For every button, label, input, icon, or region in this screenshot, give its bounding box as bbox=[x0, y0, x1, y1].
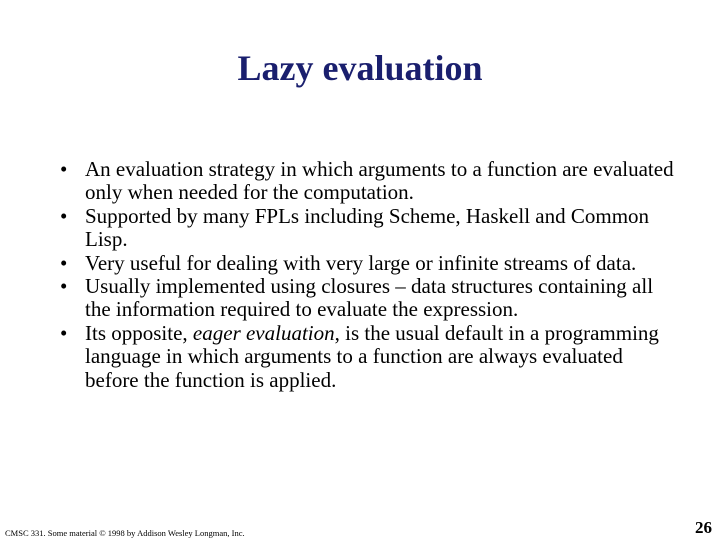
bullet-item bbox=[60, 322, 680, 392]
bullet-marker: • bbox=[60, 203, 68, 228]
slide-title: Lazy evaluation bbox=[237, 48, 483, 88]
bullet-text-rest: , is the usual default in a programming language in which arguments to a function are always evaluated before the function is applied. bbox=[85, 320, 659, 392]
bullet-text: Supported by many FPLs including Scheme, Haskell and Common Lisp. bbox=[85, 203, 650, 252]
bullet-marker: • bbox=[60, 157, 68, 181]
bullet-item bbox=[60, 275, 680, 322]
bullet-list bbox=[60, 158, 680, 392]
bullet-marker: • bbox=[60, 320, 68, 345]
bullet-marker: • bbox=[60, 274, 68, 299]
page-number: 26 bbox=[695, 518, 712, 537]
bullet-emphasis: eager evaluation bbox=[192, 320, 335, 345]
bullet-marker: • bbox=[60, 250, 68, 275]
bullet-item bbox=[60, 158, 680, 205]
bullet-text: Usually implemented using closures – data structures containing all the information required to evaluate the expression. bbox=[85, 274, 654, 322]
bullet-text: Very useful for dealing with very large or infinite streams of data. bbox=[85, 250, 637, 275]
bullet-text: An evaluation strategy in which arguments to a function are evaluated only when needed for the computation. bbox=[85, 157, 674, 205]
bullet-item bbox=[60, 205, 680, 252]
bullet-text-intro: Its opposite, bbox=[85, 320, 193, 345]
bullet-item bbox=[60, 252, 680, 275]
footer-copyright: CMSC 331. Some material © 1998 by Addison Wesley Longman, Inc. bbox=[5, 528, 245, 538]
